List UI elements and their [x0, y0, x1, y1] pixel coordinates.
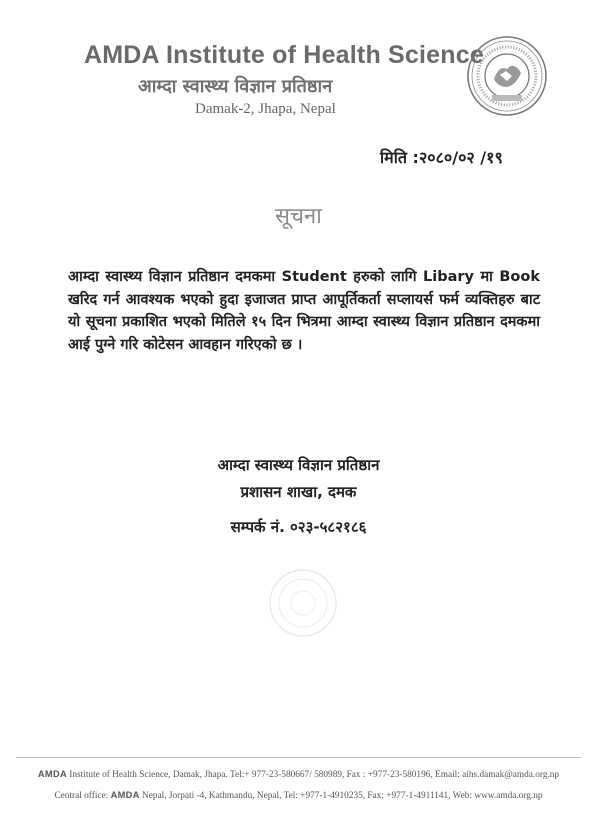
signature-block — [0, 452, 597, 541]
footer-line-2-prefix: Central office: — [54, 791, 111, 801]
notice-body: आम्दा स्वास्थ्य विज्ञान प्रतिष्ठान दमकमा Student हरुको लागि Libary मा Book खरिद गर्न आवश्यक भएको हुदा इजाजत प्राप्त आपूर्तिकर्ता सप्लायर्स फर्म व्यक्तिहरु बाट यो सूचना प्रकाशित भएको मितिले १५ दिन भित्रमा आम्दा स्वास्थ्य विज्ञान प्रतिष्ठान दमकमा आई पुग्ने गरि कोटेसन आवहान गरिएको छ । — [68, 269, 540, 353]
institute-address: Damak-2, Jhapa, Nepal — [195, 101, 336, 117]
footer-brand-2: AMDA — [110, 790, 140, 800]
footer-line-1-text: Institute of Health Science, Damak, Jhapa. Tel:+ 977-23-580667/ 580989, Fax : +977-23-580196, Email: aihs.damak@amda.org.np — [66, 770, 560, 780]
faint-stamp-icon — [268, 568, 338, 638]
notice-title: सूचना — [275, 204, 322, 229]
institute-name-nepali: आम्दा स्वास्थ्य विज्ञान प्रतिष्ठान — [138, 76, 333, 97]
footer-brand: AMDA — [37, 769, 67, 779]
footer-line-2-text: Nepal, Jorpati -4, Kathmandu, Nepal, Tel: +977-1-4910235, Fax: +977-1-4911141, Web: www.amda.org.np — [139, 791, 543, 801]
signature-org: आम्दा स्वास्थ्य विज्ञान प्रतिष्ठान — [217, 456, 380, 474]
signature-branch: प्रशासन शाखा, दमक — [240, 483, 357, 501]
footer-line-2 — [0, 790, 597, 801]
institution-seal-icon — [466, 35, 548, 117]
footer-divider — [16, 757, 581, 758]
footer-line-1 — [0, 769, 597, 780]
institute-name: AMDA Institute of Health Science — [84, 41, 484, 69]
letterhead — [0, 0, 597, 130]
signature-contact: सम्पर्क नं. ०२३-५८२१८६ — [230, 518, 367, 536]
notice-date: मिति :२०८०/०२ /१९ — [380, 148, 503, 167]
